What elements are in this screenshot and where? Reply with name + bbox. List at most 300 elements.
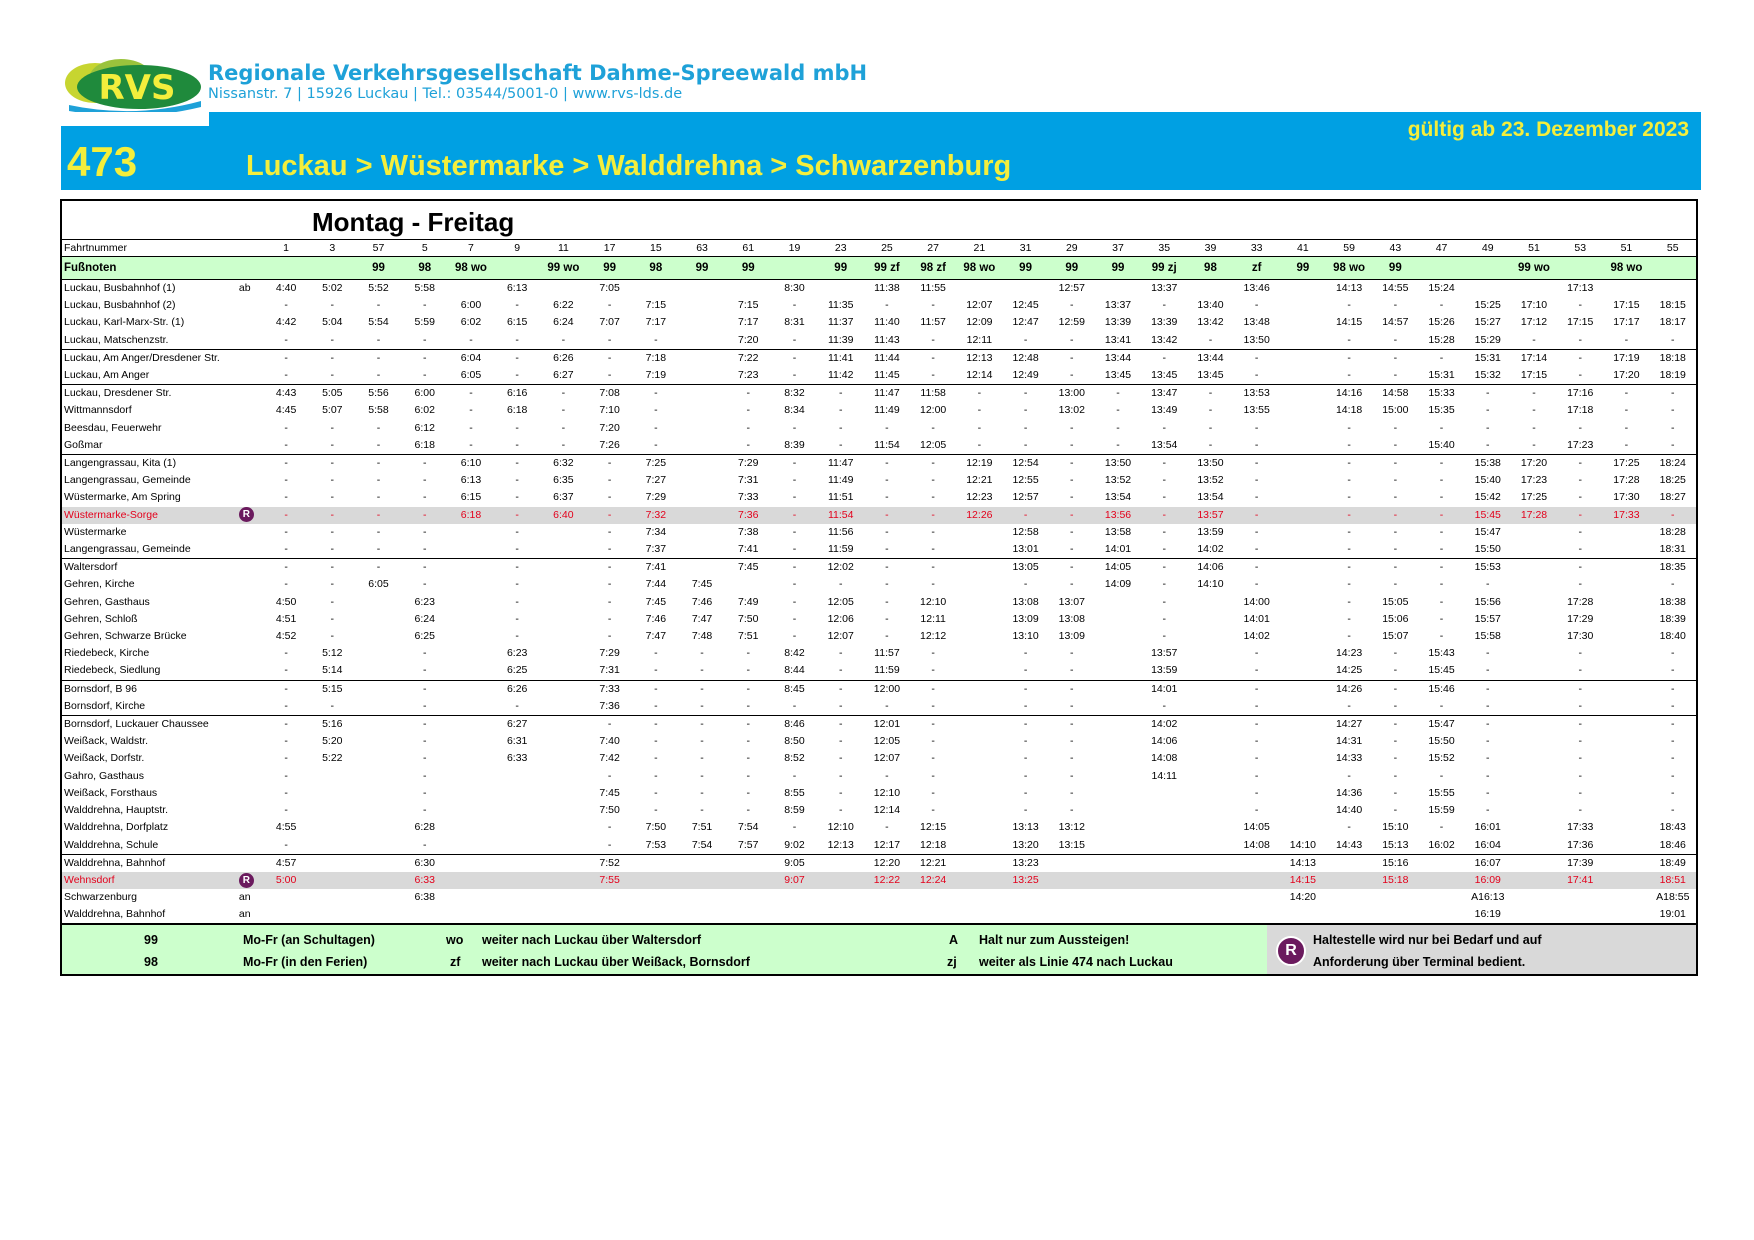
departure-time: 17:20 [1613,369,1640,382]
departure-time: 11:44 [864,349,910,367]
departure-time: 12:12 [920,630,947,643]
departure-time: 6:13 [460,474,482,487]
departure-time: 12:58 [1012,525,1039,538]
arr-dep-marker [239,662,263,680]
trip-number: 57 [355,240,401,257]
departure-time [448,524,494,541]
departure-time [355,854,401,872]
departure-time [956,541,1002,559]
departure-time: - [515,612,519,625]
departure-time: 17:30 [1613,491,1640,504]
departure-time: - [885,699,889,712]
departure-time: 15:47 [1474,525,1501,538]
departure-time: - [1578,647,1582,660]
departure-time: - [1023,438,1028,451]
departure-time: 15:13 [1382,838,1409,851]
departure-time [1326,872,1372,889]
departure-time: 14:02 [1197,543,1224,556]
departure-time: 18:38 [1659,595,1686,608]
stop-row [62,854,1696,872]
departure-time: - [284,299,288,312]
departure-time: 13:54 [1151,438,1178,451]
footnote-code [1557,257,1603,280]
departure-time: - [1486,786,1490,799]
departure-time: 5:16 [309,716,355,734]
departure-time: - [330,369,335,382]
departure-time: 17:12 [1520,316,1548,329]
departure-time: 16:02 [1428,838,1455,851]
departure-time: 12:57 [1012,491,1039,504]
departure-time: 14:31 [1335,735,1363,748]
stop-row [62,889,1696,906]
departure-time: 5:58 [368,404,389,417]
departure-time: 15:06 [1382,612,1409,625]
stop-row [62,507,1696,524]
legend [62,923,1696,974]
departure-time: 12:17 [873,838,901,851]
departure-time: 12:11 [966,333,993,346]
departure-time: 15:35 [1428,404,1455,417]
departure-time: 8:39 [784,438,805,451]
departure-time: 15:29 [1474,333,1501,346]
departure-time: 6:02 [460,316,482,329]
departure-time: - [607,525,612,538]
departure-time: - [1578,664,1582,677]
departure-time: - [1347,474,1351,487]
departure-time: - [494,559,540,577]
departure-time: 6:23 [506,647,528,660]
departure-time: 12:13 [827,838,854,851]
departure-time [1372,906,1418,923]
departure-time: 13:00 [1049,385,1095,403]
stop-row [62,750,1696,767]
departure-time: 7:54 [691,838,713,851]
departure-time: - [1347,821,1351,834]
departure-time: - [746,438,751,451]
departure-time: - [700,647,704,660]
footnote-code: 98 [1187,257,1233,280]
departure-time: - [977,421,982,434]
departure-time [725,280,771,298]
departure-time: 12:06 [827,612,854,625]
departure-time [1187,280,1233,298]
departure-time: - [1372,349,1418,367]
stop-name: Luckau, Busbahnhof (2) [64,299,176,312]
departure-time [956,662,1002,680]
departure-time: - [607,491,612,504]
departure-time: 14:23 [1335,647,1363,660]
departure-time: 8:44 [784,664,805,677]
departure-time: 14:26 [1326,680,1372,698]
departure-time [1511,541,1557,559]
departure-time: 5:02 [322,282,343,294]
departure-time: - [469,438,473,451]
trip-number: 31 [1002,240,1048,257]
departure-time: - [1023,664,1028,677]
trip-number: 59 [1326,240,1372,257]
trip-number: 51 [1511,240,1557,257]
departure-time [540,576,586,593]
departure-time: 12:09 [966,316,993,329]
departure-time: - [284,438,288,451]
departure-time: 7:07 [599,316,620,329]
arr-dep-marker [239,314,263,331]
footnote-code: 99 [587,257,633,280]
departure-time: - [1439,491,1444,504]
departure-time [1511,524,1557,541]
departure-time: - [284,474,288,487]
departure-time: - [1578,299,1582,312]
departure-time [1511,645,1557,662]
departure-time [355,662,401,680]
departure-time: - [1347,491,1351,504]
departure-time: - [931,804,935,817]
departure-time: - [725,385,771,403]
departure-time [1095,837,1141,855]
departure-time: 17:16 [1557,385,1603,403]
departure-time: 15:07 [1382,630,1409,643]
departure-time: - [1347,769,1351,782]
departure-time: 14:16 [1326,385,1372,403]
departure-time: 13:08 [1058,612,1085,625]
departure-time: 6:15 [506,316,528,329]
departure-time [1280,802,1326,819]
departure-time: - [422,752,427,765]
departure-time: - [1070,525,1074,538]
departure-time: 18:46 [1659,838,1686,851]
departure-time: - [1208,421,1213,434]
footnote-code [263,257,309,280]
departure-time: - [1486,699,1490,712]
departure-time: 15:16 [1372,854,1418,872]
departure-time: - [1070,299,1074,312]
departure-time: - [885,578,889,591]
departure-time: 18:15 [1659,299,1686,312]
departure-time: 15:40 [1474,474,1501,487]
departure-time: 11:41 [818,349,864,367]
departure-time: - [422,491,427,504]
departure-time: 4:45 [275,404,297,417]
departure-time [355,645,401,662]
arr-dep-marker [239,785,263,802]
departure-time [1049,906,1095,923]
departure-time [1280,314,1326,331]
departure-time: - [309,349,355,367]
departure-time: 7:47 [691,612,713,625]
departure-time: - [1234,507,1280,524]
departure-time [1603,889,1649,906]
departure-time: 14:18 [1335,404,1363,417]
departure-time: 14:40 [1335,804,1363,817]
departure-time: 17:41 [1557,872,1603,889]
stop-name: Wüstermarke-Sorge [62,507,239,524]
departure-time [1280,541,1326,559]
departure-time: 17:23 [1567,438,1594,451]
departure-time: 5:07 [322,404,343,417]
departure-time: - [355,559,401,577]
departure-time: - [607,612,612,625]
departure-time: - [284,735,288,748]
footnote-code: 99 [1372,257,1418,280]
departure-time [1326,889,1372,906]
stop-name: Weißack, Dorfstr. [64,752,145,765]
departure-time [1650,280,1696,298]
departure-time: - [1234,349,1280,367]
departure-time: 7:45 [645,595,667,608]
departure-time [1187,889,1233,906]
departure-time: 7:42 [599,752,620,765]
departure-time: - [931,369,935,382]
departure-time: - [422,543,427,556]
departure-time: 6:33 [402,872,448,889]
departure-time [679,314,725,331]
departure-time: - [1439,299,1444,312]
arr-dep-marker [239,332,263,350]
departure-time [448,541,494,559]
departure-time [1557,906,1603,923]
footnote-code: 99 [725,257,771,280]
departure-time: - [1023,769,1028,782]
trip-number: 25 [864,240,910,257]
departure-time [1372,889,1418,906]
departure-time: 7:18 [633,349,679,367]
stop-row [62,837,1696,855]
legend-code-zf: zf [450,955,461,969]
departure-time: - [263,680,309,698]
departure-time [1141,906,1187,923]
departure-time: 18:17 [1659,316,1686,329]
departure-time [1234,906,1280,923]
departure-time [355,611,401,628]
departure-time: - [885,474,889,487]
departure-time: - [792,474,797,487]
departure-time: - [469,421,473,434]
departure-time [309,906,355,923]
departure-time: - [1162,612,1166,625]
departure-time: 6:37 [553,491,574,504]
legend-code-zj: zj [947,955,957,969]
departure-time [1095,802,1141,819]
departure-time: - [1347,543,1351,556]
departure-time [1187,837,1233,855]
departure-time: - [654,664,658,677]
departure-time: - [1070,786,1074,799]
departure-time: - [910,559,956,577]
departure-time [1187,594,1233,611]
departure-time: 13:57 [1151,647,1178,660]
departure-time: - [1372,455,1418,473]
departure-time [1280,385,1326,403]
stop-name: Gehren, Schloß [64,612,138,625]
departure-time: - [1557,680,1603,698]
departure-time: - [540,385,586,403]
departure-time: 15:31 [1428,369,1455,382]
departure-time: 12:10 [827,821,854,834]
departure-time: - [284,699,288,712]
departure-time: - [422,578,427,591]
departure-time: - [1141,507,1187,524]
route-banner [61,112,1701,190]
departure-time: 15:52 [1428,752,1455,765]
footnote-code: 98 zf [910,257,956,280]
departure-time: - [1070,699,1074,712]
departure-time: - [700,786,704,799]
departure-time: - [885,595,889,608]
departure-time: - [402,349,448,367]
departure-time [1511,785,1557,802]
departure-time: - [1208,438,1213,451]
departure-time: 13:46 [1243,282,1270,294]
departure-time: 6:25 [506,664,528,677]
legend-text-a: Halt nur zum Aussteigen! [979,933,1130,947]
stop-name: Walddrehna, Schule [64,838,159,851]
departure-time: 16:09 [1465,872,1511,889]
departure-time [587,889,633,906]
departure-time: 6:38 [414,891,435,904]
departure-time: - [910,349,956,367]
departure-time: - [607,821,612,834]
departure-time: - [1023,578,1028,591]
departure-time: 7:55 [587,872,633,889]
departure-time [263,889,309,906]
departure-time [956,802,1002,819]
departure-time: 13:53 [1234,385,1280,403]
footnote-code: 99 [679,257,725,280]
departure-time [956,628,1002,645]
departure-time: - [1049,455,1095,473]
footnote-code [1418,257,1464,280]
departure-time [633,854,679,872]
arr-dep-marker [239,628,263,645]
departure-time: - [1578,421,1582,434]
trip-number: 21 [956,240,1002,257]
departure-time: 7:50 [738,612,759,625]
stop-row [62,733,1696,750]
departure-time: - [561,421,566,434]
departure-time: 11:56 [827,525,854,538]
departure-time: - [838,804,843,817]
route-title: Luckau > Wüstermarke > Walddrehna > Schwarzenburg [246,150,1012,182]
departure-time: - [607,769,612,782]
departure-time: - [838,404,843,417]
departure-time [1280,785,1326,802]
departure-time [1002,280,1048,298]
departure-time [448,819,494,836]
departure-time [725,906,771,923]
legend-text-wo: weiter nach Luckau über Waltersdorf [482,933,702,947]
departure-time: 14:33 [1335,752,1363,765]
departure-time [448,906,494,923]
arr-dep-marker [239,559,263,577]
trip-number: 29 [1049,240,1095,257]
departure-time: 6:18 [506,404,528,417]
stop-row [62,332,1696,350]
departure-time: 8:32 [771,385,817,403]
departure-time: - [931,752,935,765]
departure-time [1280,437,1326,455]
departure-time [355,733,401,750]
departure-time [1603,559,1649,577]
departure-time: 14:10 [1289,838,1317,851]
departure-time: 7:52 [587,854,633,872]
departure-time [448,750,494,767]
departure-time: - [1578,491,1582,504]
departure-time: - [746,804,751,817]
departure-time: - [309,455,355,473]
departure-time [1418,854,1464,872]
departure-time: - [931,491,935,504]
departure-time: - [1486,752,1490,765]
footnote-code: 99 [1002,257,1048,280]
departure-time: - [931,333,935,346]
departure-time: - [1234,559,1280,577]
departure-time [448,559,494,577]
departure-time: - [515,438,519,451]
departure-time [956,645,1002,662]
departure-time [494,889,540,906]
stop-name: Walddrehna, Hauptstr. [64,804,169,817]
departure-time: - [1578,333,1582,346]
departure-time [1280,559,1326,577]
departure-time [540,906,586,923]
departure-time [679,332,725,350]
departure-time: - [956,385,1002,403]
departure-time [355,802,401,819]
stop-name: Weißack, Forsthaus [64,786,158,799]
departure-time: - [792,491,797,504]
departure-time: 7:15 [645,299,667,312]
stop-row [62,280,1696,298]
departure-time: 13:59 [1151,664,1178,677]
departure-time [1511,750,1557,767]
departure-time: - [885,299,889,312]
departure-time: 7:37 [645,543,667,556]
departure-time: - [838,421,843,434]
arr-dep-marker [239,768,263,785]
departure-time: - [1439,421,1444,434]
valid-from: gültig ab 23. Dezember 2023 [1407,118,1689,141]
departure-time [355,716,401,734]
departure-time [725,576,771,593]
departure-time: - [1141,349,1187,367]
departure-time: 6:24 [553,316,574,329]
trip-number: 23 [818,240,864,257]
departure-time: 6:40 [540,507,586,524]
departure-time: 5:22 [322,752,343,765]
departure-time [956,576,1002,593]
stop-name: Luckau, Am Anger [64,369,150,382]
departure-time: - [931,769,935,782]
departure-time: 13:42 [1197,316,1224,329]
trip-number: 47 [1418,240,1464,257]
departure-time: - [1393,735,1398,748]
departure-time: 15:53 [1465,559,1511,577]
departure-time: 12:00 [864,680,910,698]
departure-time: 8:46 [771,716,817,734]
departure-time: 13:39 [1151,316,1178,329]
stop-row [62,420,1696,437]
footnote-code [1650,257,1696,280]
departure-time: - [1624,438,1629,451]
departure-time: - [931,474,935,487]
departure-time: - [587,507,633,524]
stop-name: Wehnsdorf [62,872,239,889]
departure-time: - [263,716,309,734]
departure-time: - [1671,438,1675,451]
stop-name: Beesdau, Feuerwehr [64,421,162,434]
arr-dep-marker [239,576,263,593]
departure-time: 15:47 [1418,716,1464,734]
